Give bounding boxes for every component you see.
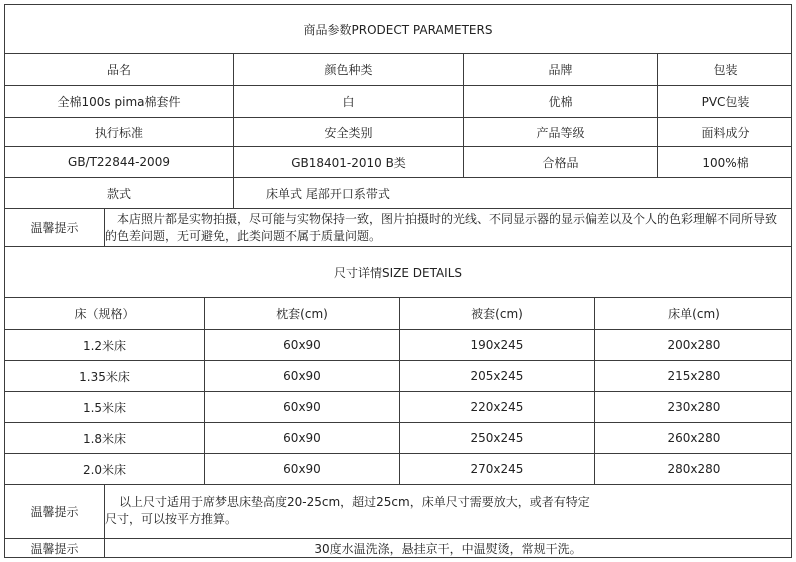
photo-tip-label: 温馨提示 [30,221,79,235]
header-grade: 产品等级 [463,118,657,146]
size-title-row [4,247,792,298]
bed-size: 1.5米床 [82,400,127,415]
duvet-cover-size: 220x245 [399,392,594,422]
size-tip-row [4,485,792,539]
header-bed-size: 床（规格） [74,307,135,321]
value-product-name: 全棉100s pima棉套件 [57,95,181,109]
header-pillowcase: 枕套(cm) [204,298,399,329]
pillowcase-size: 60x90 [204,392,399,422]
pillowcase-size: 60x90 [204,361,399,391]
size-row [4,392,792,423]
value-fabric: 100%棉 [657,147,793,177]
pillowcase-size: 60x90 [204,423,399,453]
size-row [4,454,792,485]
duvet-cover-size: 190x245 [399,330,594,360]
bed-sheet-size: 200x280 [594,330,793,360]
value-packaging: PVC包装 [657,86,793,117]
params-value-row-2 [4,147,792,178]
size-row [4,361,792,392]
header-standard: 执行标准 [94,125,143,140]
bed-size: 1.2米床 [82,338,127,353]
care-tip-label: 温馨提示 [30,541,79,556]
style-label: 款式 [106,186,131,201]
params-value-row-1 [4,86,792,118]
header-fabric: 面料成分 [657,118,793,146]
size-tip-text: 以上尺寸适用于席梦思床垫高度20-25cm，超过25cm，床单尺寸需要放大，或者有特定尺寸，可以按平方推算。 [104,485,791,538]
bed-size: 1.8米床 [82,431,127,446]
duvet-cover-size: 270x245 [399,454,594,484]
style-value: 床单式 尾部开口系带式 [233,178,791,208]
size-row [4,330,792,361]
value-standard: GB/T22844-2009 [68,155,170,169]
value-safety-class: GB18401-2010 B类 [233,147,463,177]
params-header-row-1 [4,54,792,86]
care-tip-row [4,539,792,558]
params-header-row-2 [4,118,792,147]
value-color: 白 [233,86,463,117]
header-brand: 品牌 [463,54,657,85]
value-brand: 优棉 [463,86,657,117]
size-row [4,423,792,454]
pillowcase-size: 60x90 [204,330,399,360]
value-grade: 合格品 [463,147,657,177]
photo-tip-text: 本店照片都是实物拍摄，尽可能与实物保持一致，图片拍摄时的光线、不同显示器的显示偏差以及个人的色彩理解不同所导致的色差问题，无可避免，此类问题不属于质量问题。 [104,209,791,246]
params-title-row [4,4,792,54]
duvet-cover-size: 205x245 [399,361,594,391]
duvet-cover-size: 250x245 [399,423,594,453]
size-header-row [4,298,792,330]
header-color: 颜色种类 [233,54,463,85]
size-tip-label: 温馨提示 [30,505,79,519]
header-bed-sheet: 床单(cm) [594,298,793,329]
header-packaging: 包装 [657,54,793,85]
bed-size: 2.0米床 [82,462,127,477]
params-title: 商品参数PRODECT PARAMETERS [303,22,493,37]
bed-sheet-size: 215x280 [594,361,793,391]
pillowcase-size: 60x90 [204,454,399,484]
style-row [4,178,792,209]
header-duvet-cover: 被套(cm) [399,298,594,329]
care-tip-text: 30度水温洗涤，悬挂京干，中温熨烫，常规干洗。 [104,539,791,557]
product-info-table [4,4,792,558]
header-safety-class: 安全类别 [233,118,463,146]
bed-sheet-size: 230x280 [594,392,793,422]
bed-sheet-size: 280x280 [594,454,793,484]
size-title: 尺寸详情SIZE DETAILS [333,265,463,280]
header-product-name: 品名 [106,63,131,77]
photo-tip-row [4,209,792,247]
bed-sheet-size: 260x280 [594,423,793,453]
bed-size: 1.35米床 [79,369,130,384]
